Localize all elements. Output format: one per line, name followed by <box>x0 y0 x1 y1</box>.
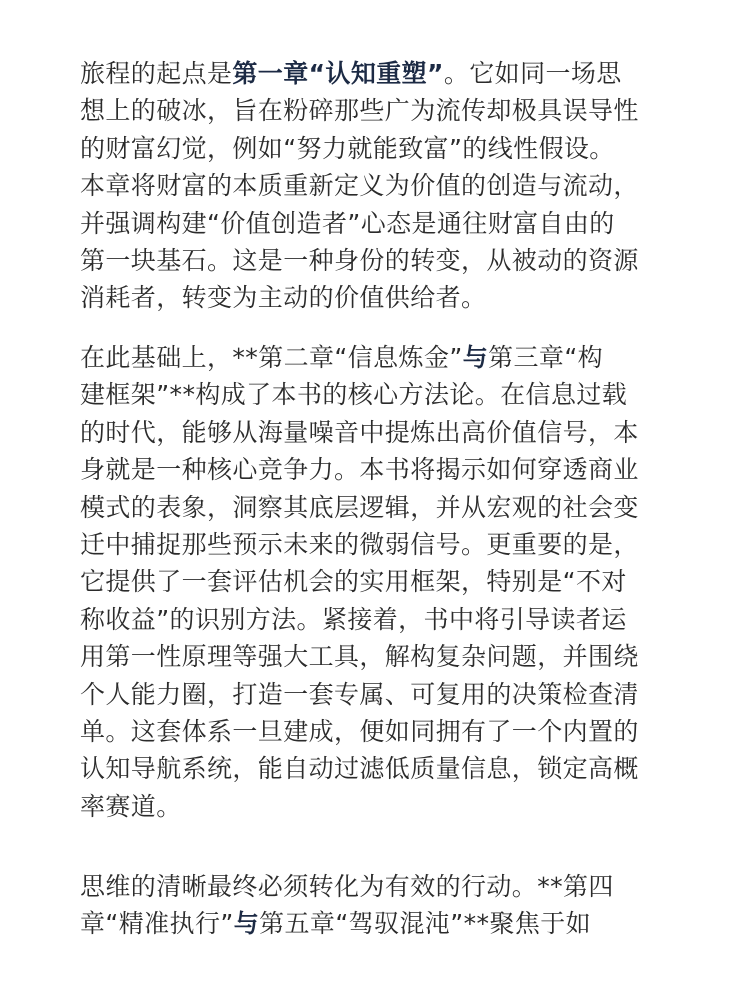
text-segment: 称收益”的识别方法。紧接着，书中将引导读者运 <box>80 604 627 634</box>
text-segment: 第三章“构 <box>488 343 604 372</box>
text-segment: 第五章“驾驭混沌”**聚焦于如 <box>259 909 592 939</box>
text-segment: 的财富幻觉，例如“努力就能致富”的线性假设。 <box>80 133 615 163</box>
text-segment: 第一块基石。这是一种身份的转变，从被动的资源 <box>80 246 639 276</box>
text-line <box>80 92 680 129</box>
text-line <box>80 601 680 638</box>
text-line <box>80 526 680 563</box>
text-line <box>80 489 680 526</box>
text-line <box>80 451 680 488</box>
text-line <box>80 750 680 787</box>
text-line <box>80 339 680 376</box>
text-segment: 并强调构建“价值创造者”心态是通往财富自由的 <box>80 208 615 238</box>
text-segment: 率赛道。 <box>80 791 182 821</box>
text-line <box>80 242 680 279</box>
text-line <box>80 167 680 204</box>
text-segment: 迁中捕捉那些预示未来的微弱信号。更重要的是， <box>80 530 639 560</box>
paragraph-chapters-four-five <box>80 868 680 943</box>
text-segment: 建框架”**构成了本书的核心方法论。在信息过载 <box>80 380 628 410</box>
text-segment: 单。这套体系一旦建成，便如同拥有了一个内置的 <box>80 717 639 747</box>
text-segment: 章“精准执行” <box>80 909 234 939</box>
text-segment: 消耗者，转变为主动的价值供给者。 <box>80 283 487 313</box>
bold-text-segment: 与 <box>233 909 260 939</box>
text-line <box>80 788 680 825</box>
bold-text-segment: 与 <box>462 343 489 372</box>
text-segment: 个人能力圈，打造一套专属、可复用的决策检查清 <box>80 679 639 709</box>
paragraph-chapter-one <box>80 55 680 317</box>
text-line <box>80 279 680 316</box>
text-segment: 认知导航系统，能自动过滤低质量信息，锁定高概 <box>80 754 639 784</box>
text-segment: 身就是一种核心竞争力。本书将揭示如何穿透商业 <box>80 455 639 485</box>
text-segment: 模式的表象，洞察其底层逻辑，并从宏观的社会变 <box>80 492 639 522</box>
text-segment: 在此基础上，**第二章“信息炼金” <box>80 343 463 372</box>
text-line <box>80 376 680 413</box>
text-line <box>80 55 680 92</box>
text-line <box>80 713 680 750</box>
text-segment: 思维的清晰最终必须转化为有效的行动。**第四 <box>80 872 614 901</box>
text-segment: 想上的破冰，旨在粉碎那些广为流传却极具误导性 <box>80 96 639 126</box>
text-line <box>80 676 680 713</box>
bold-text-segment: 第一章“认知重塑” <box>232 59 444 88</box>
text-line <box>80 130 680 167</box>
text-line <box>80 205 680 242</box>
text-segment: 用第一性原理等强大工具，解构复杂问题，并围绕 <box>80 642 639 672</box>
paragraph-chapters-two-three <box>80 339 680 825</box>
text-line <box>80 905 680 942</box>
text-line <box>80 414 680 451</box>
text-line <box>80 868 680 905</box>
text-segment: 的时代，能够从海量噪音中提炼出高价值信号，本 <box>80 417 639 447</box>
text-segment: 。它如同一场思 <box>443 59 622 88</box>
text-line <box>80 638 680 675</box>
text-segment: 本章将财富的本质重新定义为价值的创造与流动， <box>80 171 639 201</box>
text-line <box>80 563 680 600</box>
text-segment: 旅程的起点是 <box>80 59 233 88</box>
text-segment: 它提供了一套评估机会的实用框架，特别是“不对 <box>80 567 627 597</box>
